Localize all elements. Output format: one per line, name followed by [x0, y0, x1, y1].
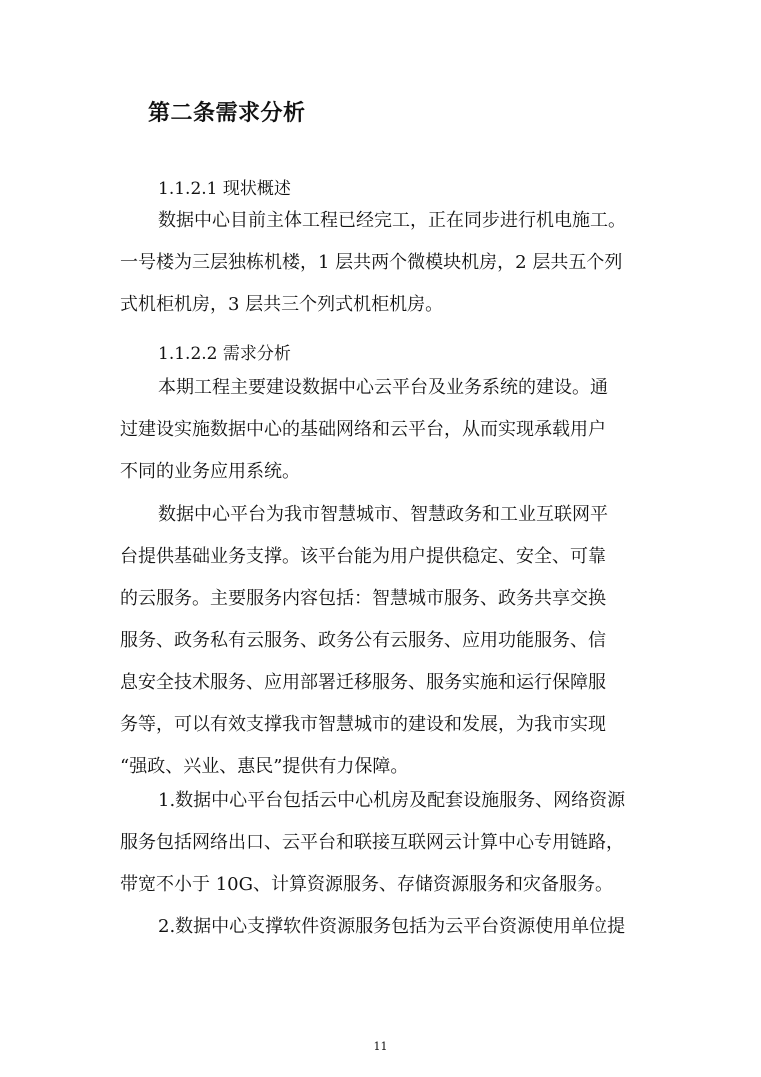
text-line: 数据中心目前主体工程已经完工，正在同步进行机电施工。	[158, 210, 626, 231]
text-line: 数据中心平台为我市智慧城市、智慧政务和工业互联网平	[158, 504, 608, 525]
list-item-1	[120, 780, 642, 906]
subsection-title-1: 1.1.2.1 现状概述	[158, 179, 291, 199]
paragraph-requirements-1	[120, 367, 642, 493]
text-line: 2.数据中心支撑软件资源服务包括为云平台资源使用单位提	[158, 916, 626, 937]
section-heading: 第二条需求分析	[148, 101, 306, 126]
subsection-title-2: 1.1.2.2 需求分析	[158, 344, 291, 364]
paragraph-status	[120, 200, 642, 326]
list-item-2	[120, 906, 642, 948]
text-line: 1.数据中心平台包括云中心机房及配套设施服务、网络资源	[158, 790, 626, 811]
text-line: 不同的业务应用系统。	[120, 461, 300, 482]
text-line: 息安全技术服务、应用部署迁移服务、服务实施和运行保障服	[120, 672, 606, 693]
text-line: 一号楼为三层独栋机楼，1 层共两个微模块机房，2 层共五个列	[120, 252, 623, 273]
text-line: 式机柜机房，3 层共三个列式机柜机房。	[120, 294, 444, 315]
text-line: “强政、兴业、惠民”提供有力保障。	[120, 756, 409, 777]
paragraph-requirements-2	[120, 494, 642, 788]
text-line: 台提供基础业务支撑。该平台能为用户提供稳定、安全、可靠	[120, 546, 606, 567]
text-line: 带宽不小于 10G、计算资源服务、存储资源服务和灾备服务。	[120, 874, 614, 895]
text-line: 服务、政务私有云服务、政务公有云服务、应用功能服务、信	[120, 630, 606, 651]
text-line: 过建设实施数据中心的基础网络和云平台，从而实现承载用户	[120, 419, 606, 440]
text-line: 的云服务。主要服务内容包括：智慧城市服务、政务共享交换	[120, 588, 606, 609]
page-number: 11	[373, 1040, 388, 1053]
text-line: 务等，可以有效支撑我市智慧城市的建设和发展，为我市实现	[120, 714, 606, 735]
text-line: 服务包括网络出口、云平台和联接互联网云计算中心专用链路，	[120, 832, 624, 853]
text-line: 本期工程主要建设数据中心云平台及业务系统的建设。通	[158, 377, 608, 398]
